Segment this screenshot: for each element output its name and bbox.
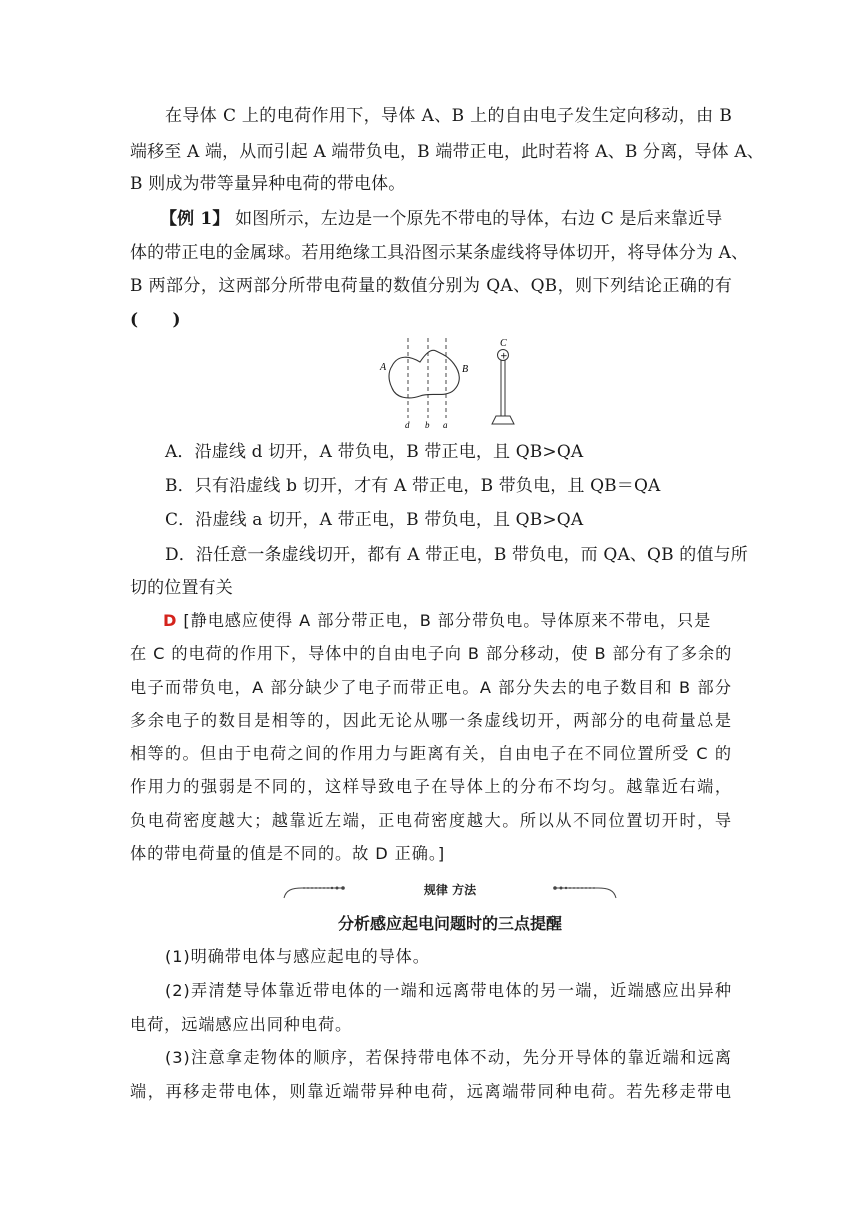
region-label-b: B: [462, 364, 469, 375]
option-c: C．沿虚线 a 切开，A 带正电，B 带负电，且 QB>QA: [165, 510, 584, 530]
answer-text-1: [静电感应使得 A 部分带正电，B 部分带负电。导体原来不带电，只是: [183, 611, 712, 630]
rule-point-1: (1)明确带电体与感应起电的导体。: [165, 947, 430, 966]
answer-line-3: 电子而带负电，A 部分缺少了电子而带正电。A 部分失去的电子数目和 B 部分: [130, 678, 732, 697]
rule-point-2-line-2: 电荷，远端感应出同种电荷。: [130, 1015, 353, 1034]
answer-line-8: 体的带电荷量的值是不同的。故 D 正确。]: [130, 844, 446, 863]
line-label-d: d: [405, 420, 410, 430]
answer-line-4: 多余电子的数目是相等的，因此无论从哪一条虚线切开，两部分的电荷量总是: [130, 711, 732, 730]
example-text-1: 如图所示，左边是一个原先不带电的导体，右边 C 是后来靠近导: [235, 209, 723, 229]
example-line-4: ( ): [130, 310, 181, 330]
rule-method-header: [282, 878, 618, 902]
region-label-a: A: [380, 362, 387, 373]
answer-line-7: 负电荷密度越大；越靠近左端，正电荷密度越大。所以从不同位置切开时，导: [130, 811, 732, 830]
rule-point-3-line-1: (3)注意拿走物体的顺序，若保持带电体不动，先分开导体的靠近端和远离: [165, 1048, 732, 1067]
line-label-a: a: [443, 420, 448, 430]
option-b: B．只有沿虚线 b 切开，才有 A 带正电，B 带负电，且 QB＝QA: [165, 476, 661, 496]
conductor-outline: [389, 350, 459, 398]
option-a: A．沿虚线 d 切开，A 带负电，B 带正电，且 QB>QA: [165, 442, 584, 462]
line-label-b: b: [425, 420, 430, 430]
rule-title: 分析感应起电问题时的三点提醒: [337, 914, 562, 933]
rule-point-2-line-1: (2)弄清楚导体靠近带电体的一端和远离带电体的另一端，近端感应出异种: [165, 981, 732, 1000]
intro-line-2: 端移至 A 端，从而引起 A 端带负电，B 端带正电，此时若将 A、B 分离，导体 A、: [130, 142, 764, 162]
example-line-1: [160, 207, 727, 231]
answer-line-2: 在 C 的电荷的作用下，导体中的自由电子向 B 部分移动，使 B 部分有了多余的: [130, 644, 733, 663]
option-d-line-2: 切的位置有关: [130, 578, 233, 598]
rule-label: 规律 方法: [423, 883, 477, 897]
conductor-diagram: [370, 338, 530, 433]
intro-line-1: 在导体 C 上的电荷作用下，导体 A、B 上的自由电子发生定向移动，由 B: [165, 106, 732, 126]
example-tag: 【例 1】: [160, 209, 230, 229]
example-line-2: 体的带正电的金属球。若用绝缘工具沿图示某条虚线将导体切开，将导体分为 A、: [130, 243, 749, 263]
answer-letter: D: [163, 611, 178, 630]
example-line-3: B 两部分，这两部分所带电荷量的数值分别为 QA、QB，则下列结论正确的有: [130, 276, 732, 296]
sphere-label-c: C: [500, 338, 507, 349]
rule-point-3-line-2: 端，再移走带电体，则靠近端带异种电荷，远离端带同种电荷。若先移走带电: [130, 1082, 732, 1101]
answer-line-5: 相等的。但由于电荷之间的作用力与距离有关，自由电子在不同位置所受 C 的: [130, 744, 732, 763]
intro-line-3: B 则成为带等量异种电荷的带电体。: [130, 174, 406, 194]
stand-base: [492, 416, 514, 424]
answer-line-6: 作用力的强弱是不同的，这样导致电子在导体上的分布不均匀。越靠近右端，: [130, 777, 732, 796]
figure-conductor-and-sphere: [370, 338, 530, 437]
answer-line-1: [163, 609, 732, 633]
plus-sign: +: [500, 351, 508, 362]
option-d-line-1: D．沿任意一条虚线切开，都有 A 带正电，B 带负电，而 QA、QB 的值与所: [165, 545, 748, 565]
